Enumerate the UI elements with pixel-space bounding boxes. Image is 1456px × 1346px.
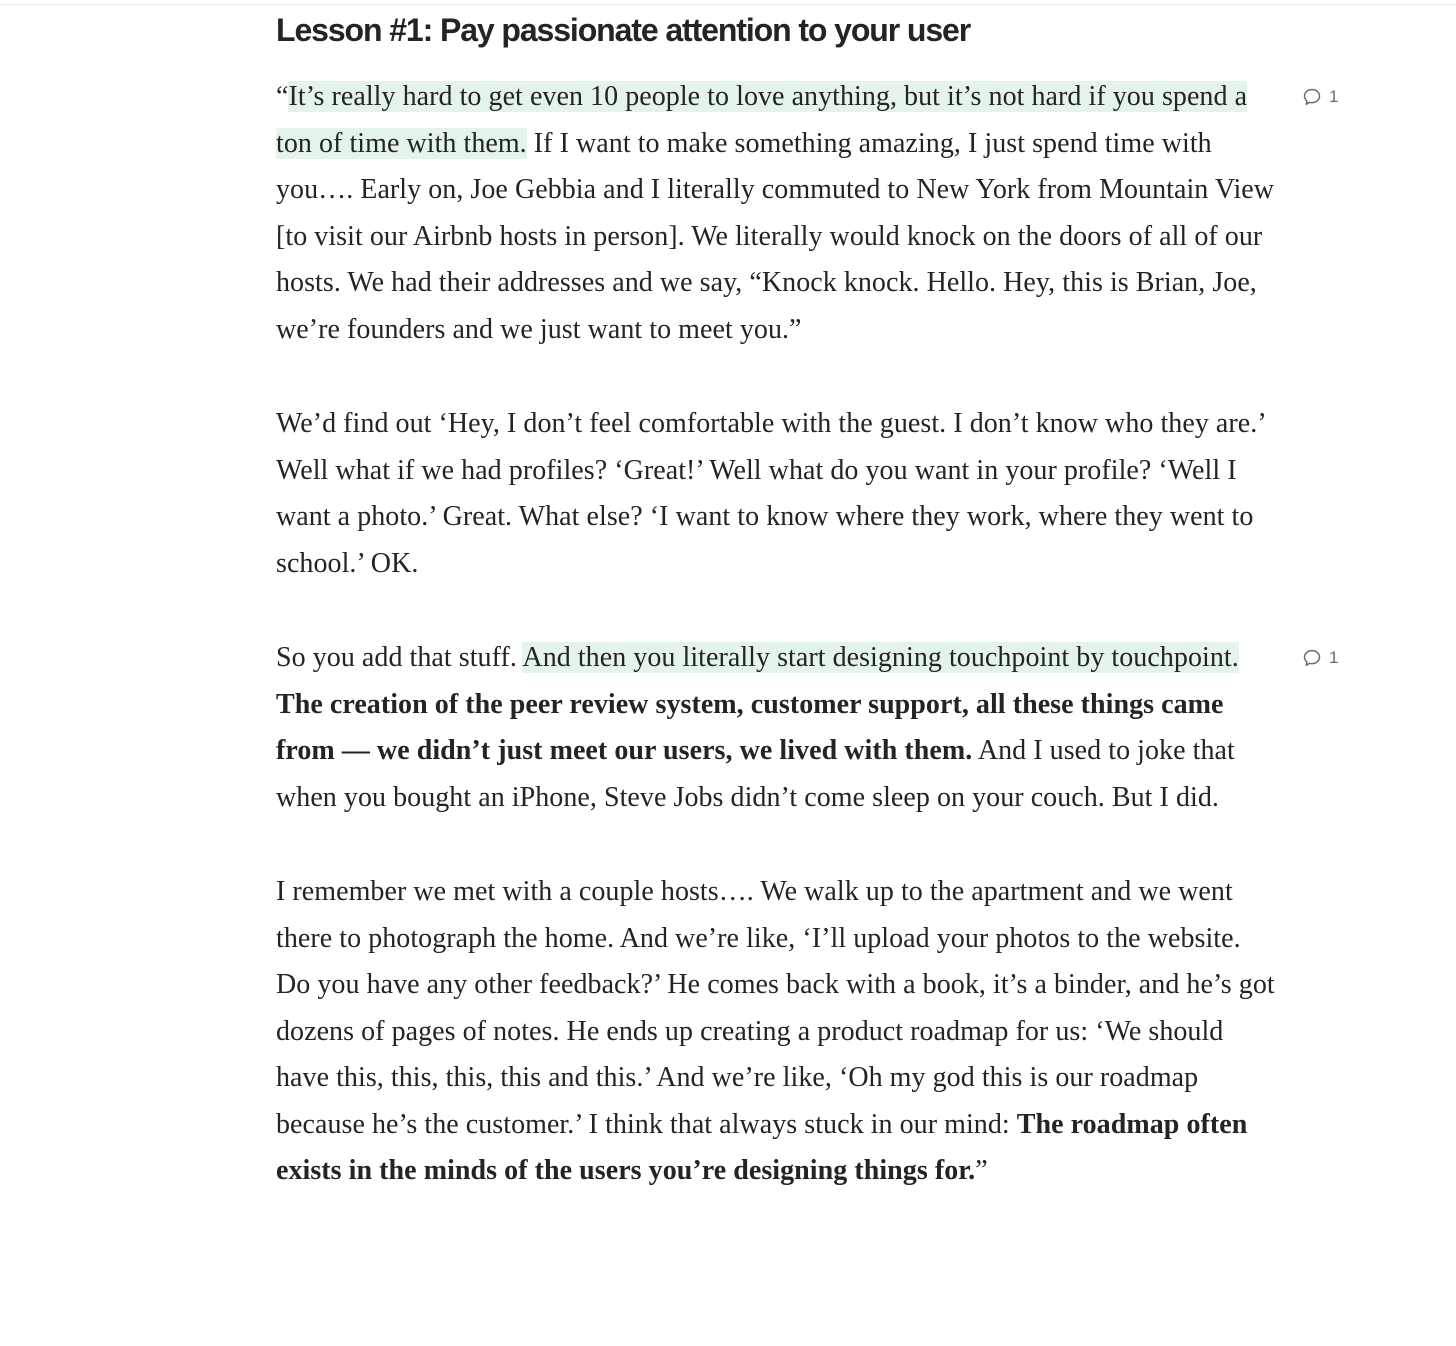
bold-text: The creation of the peer review system, customer support, all these things came from — we didn’t just meet our users, we lived with them.: [276, 688, 1224, 766]
speech-bubble-icon: [1302, 648, 1322, 668]
paragraph-text: And I used to joke that when you bought an iPhone, Steve Jobs didn’t come sleep on your couch. But I did.: [276, 735, 1235, 813]
section-heading: Lesson #1: Pay passionate attention to your user: [276, 12, 971, 48]
comment-button[interactable]: [1302, 74, 1339, 120]
paragraph-1: [276, 74, 1339, 353]
paragraph-3: [276, 635, 1339, 821]
paragraph-text: If I want to make something amazing, I just spend time with you…. Early on, Joe Gebbia and I literally commuted to New York from Mountain View [to visit our Airbnb hosts in person]. We literally would knock on the doors of all of our hosts. We had their addresses and we say, “Knock knock. Hello. Hey, this is Brian, Joe, we’re founders and we just want to meet you.”: [276, 127, 1275, 345]
bold-text: The roadmap often exists in the minds of the users you’re designing things for.: [276, 1108, 1248, 1186]
paragraph-text: I remember we met with a couple hosts…. We walk up to the apartment and we went there to photograph the home. And we’re like, ‘I’ll upload your photos to the website. Do you have any other feedback?’ He comes back with a book, it’s a binder, and he’s got dozens of pages of notes. He ends up creating a product roadmap for us: ‘We should have this, this, this, this and this.’ And we’re like, ‘Oh my god this is our roadmap because he’s the customer.’ I think that always stuck in our mind:: [276, 876, 1275, 1140]
comment-button[interactable]: [1302, 635, 1339, 681]
highlighted-text[interactable]: And then you literally start designing touchpoint by touchpoint.: [522, 642, 1239, 673]
paragraph-text: So you add that stuff.: [276, 642, 523, 673]
open-quote: “: [276, 81, 289, 112]
comment-count: 1: [1329, 647, 1339, 667]
highlighted-text[interactable]: It’s really hard to get even 10 people to love anything, but it’s not hard if you spend a ton of time with them.: [276, 81, 1248, 159]
speech-bubble-icon: [1302, 87, 1322, 107]
paragraph-4: [276, 869, 1276, 1195]
top-divider: [0, 0, 1456, 5]
paragraph-2: We’d find out ‘Hey, I don’t feel comfortable with the guest. I don’t know who they are.’ Well what if we had profiles? ‘Great!’ Well what do you want in your profile? ‘Well I want a photo.’ Great. What else? ‘I want to know where they work, where they went to school.’ OK.: [276, 408, 1265, 579]
comment-count: 1: [1329, 86, 1339, 106]
article-body: [276, 8, 1339, 1195]
close-quote: ”: [975, 1155, 988, 1186]
